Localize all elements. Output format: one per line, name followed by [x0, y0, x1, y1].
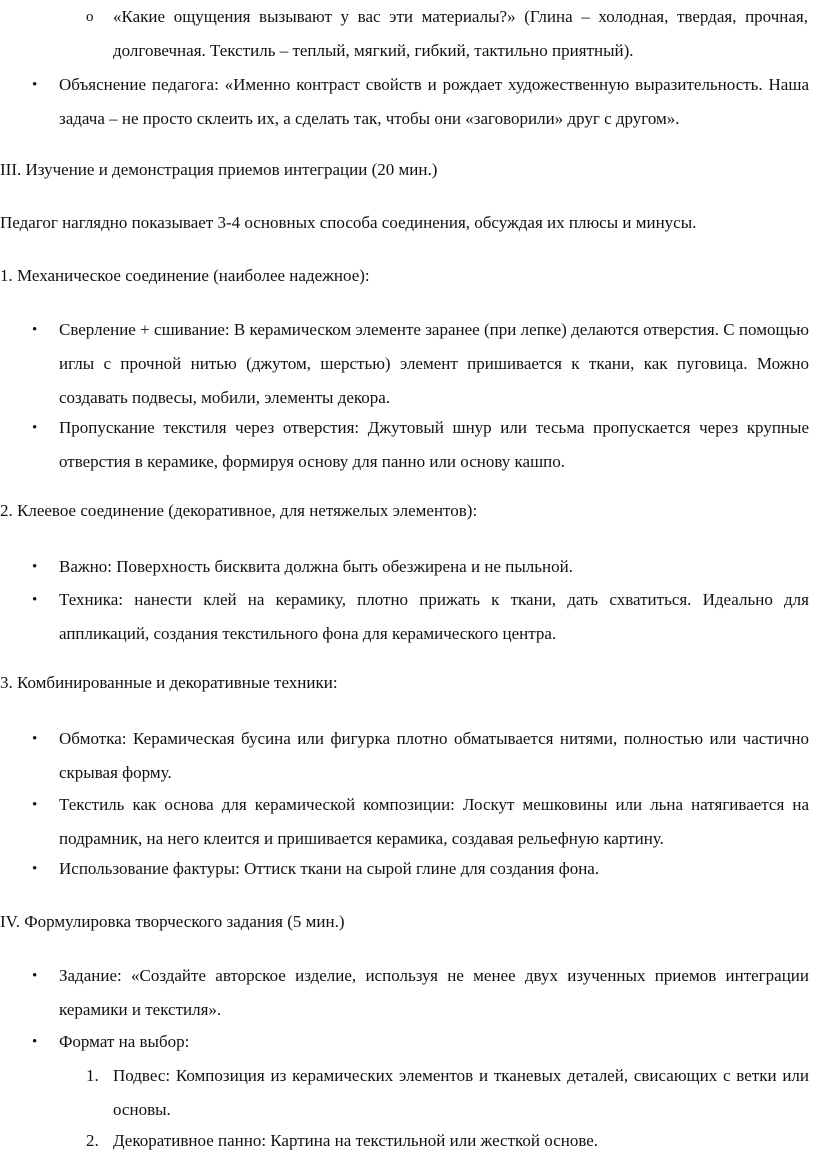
numbered-item: Подвес: Композиция из керамических элементов и тканевых деталей, свисающих с ветки или основы. [113, 1066, 809, 1119]
list-item: Текстиль как основа для керамической композиции: Лоскут мешковины или льна натягивается на подрамник, на него клеится и пришивается керамика, создавая рельефную картину. [59, 795, 809, 848]
list-item: Обмотка: Керамическая бусина или фигурка плотно обматывается нитями, полностью или частично скрывая форму. [59, 729, 809, 782]
list-item: Формат на выбор: [59, 1032, 190, 1051]
bullet-marker: • [32, 1034, 38, 1050]
list-item: Важно: Поверхность бисквита должна быть обезжирена и не пыльной. [59, 557, 573, 576]
bullet-marker: • [32, 797, 38, 813]
bullet-marker: • [32, 77, 38, 93]
sub-bullet-marker: o [86, 9, 94, 25]
list-number: 1. [86, 1066, 99, 1085]
bullet-marker: • [32, 559, 38, 575]
numbered-item: Декоративное панно: Картина на текстильной или жесткой основе. [113, 1131, 599, 1150]
subsection-heading: 3. Комбинированные и декоративные техники: [0, 673, 338, 692]
bullet-marker: • [32, 861, 38, 877]
bullet-marker: • [32, 322, 38, 338]
section-heading: III. Изучение и демонстрация приемов интеграции (20 мин.) [0, 160, 438, 179]
list-item: Задание: «Создайте авторское изделие, используя не менее двух изученных приемов интеграции керамики и текстиля». [59, 966, 809, 1019]
bullet-marker: • [32, 592, 38, 608]
list-item: Использование фактуры: Оттиск ткани на сырой глине для создания фона. [59, 859, 600, 878]
bullet-marker: • [32, 420, 38, 436]
bullet-marker: • [32, 731, 38, 747]
list-item: Объяснение педагога: «Именно контраст свойств и рождает художественную выразительность. Наша задача – не просто склеить их, а сделать так, чтобы они «заговорили» друг с другом». [59, 75, 809, 128]
paragraph: Педагог наглядно показывает 3-4 основных способа соединения, обсуждая их плюсы и минусы. [0, 213, 697, 232]
bullet-marker: • [32, 968, 38, 984]
list-item: Техника: нанести клей на керамику, плотно прижать к ткани, дать схватиться. Идеально для аппликаций, создания текстильного фона для керамического центра. [59, 590, 809, 643]
list-item: «Какие ощущения вызывают у вас эти материалы?» (Глина – холодная, твердая, прочная, долговечная. Текстиль – теплый, мягкий, гибкий, тактильно приятный). [113, 7, 808, 60]
list-number: 2. [86, 1131, 99, 1150]
list-item: Пропускание текстиля через отверстия: Джутовый шнур или тесьма пропускается через крупные отверстия в керамике, формируя основу для панно или основу кашпо. [59, 418, 809, 471]
subsection-heading: 2. Клеевое соединение (декоративное, для нетяжелых элементов): [0, 501, 478, 520]
subsection-heading: 1. Механическое соединение (наиболее надежное): [0, 266, 370, 285]
section-heading: IV. Формулировка творческого задания (5 мин.) [0, 912, 345, 931]
list-item: Сверление + сшивание: В керамическом элементе заранее (при лепке) делаются отверстия. С помощью иглы с прочной нитью (джутом, шерстью) элемент пришивается к ткани, как пуговица. Можно создавать подвесы, мобили, элементы декора. [59, 320, 809, 407]
